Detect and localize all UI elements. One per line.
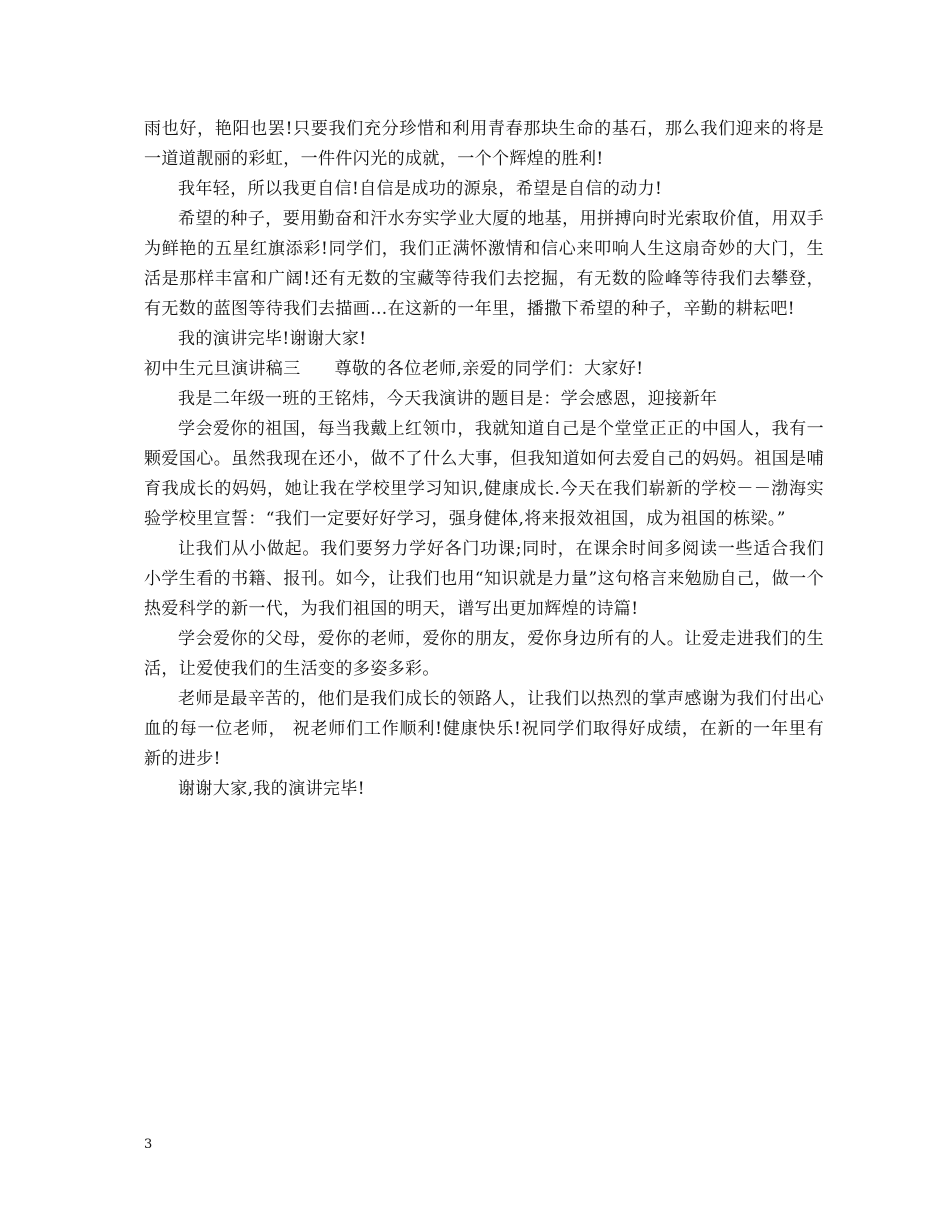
document-body bbox=[144, 114, 824, 804]
paragraph: 学会爱你的祖国，每当我戴上红领巾，我就知道自己是个堂堂正正的中国人，我有一颗爱国心。虽然我现在还小，做不了什么大事，但我知道如何去爱自己的妈妈。祖国是哺育我成长的妈妈，她让我在学校里学习知识,健康成长.今天在我们崭新的学校－－渤海实验学校里宣誓：“我们一定要好好学习，强身健体,将来报效祖国，成为祖国的栋梁。” bbox=[144, 419, 824, 529]
paragraph: 我年轻，所以我更自信!自信是成功的源泉，希望是自信的动力! bbox=[178, 179, 663, 199]
paragraph: 雨也好，艳阳也罢!只要我们充分珍惜和利用青春那块生命的基石，那么我们迎来的将是一道道靓丽的彩虹，一件件闪光的成就，一个个辉煌的胜利! bbox=[144, 119, 824, 169]
section-greeting: 尊敬的各位老师,亲爱的同学们：大家好! bbox=[334, 359, 644, 379]
paragraph: 老师是最辛苦的，他们是我们成长的领路人，让我们以热烈的掌声感谢为我们付出心血的每一位老师， 祝老师们工作顺利!健康快乐!祝同学们取得好成绩，在新的一年里有新的进步! bbox=[144, 689, 824, 769]
section-title: 初中生元旦演讲稿三 bbox=[144, 359, 301, 379]
section-heading bbox=[144, 354, 824, 384]
paragraph: 我的演讲完毕!谢谢大家! bbox=[178, 329, 367, 349]
page-number: 3 bbox=[144, 1137, 153, 1152]
paragraph: 我是二年级一班的王铭炜，今天我演讲的题目是：学会感恩，迎接新年 bbox=[178, 389, 718, 409]
paragraph: 学会爱你的父母，爱你的老师，爱你的朋友，爱你身边所有的人。让爱走进我们的生活，让爱使我们的生活变的多姿多彩。 bbox=[144, 629, 824, 679]
paragraph: 让我们从小做起。我们要努力学好各门功课;同时，在课余时间多阅读一些适合我们小学生看的书籍、报刊。如今，让我们也用“知识就是力量”这句格言来勉励自己，做一个热爱科学的新一代，为我们祖国的明天，谱写出更加辉煌的诗篇! bbox=[144, 539, 824, 619]
paragraph: 谢谢大家,我的演讲完毕! bbox=[178, 779, 366, 799]
paragraph: 希望的种子，要用勤奋和汗水夯实学业大厦的地基，用拼搏向时光索取价值，用双手为鲜艳的五星红旗添彩!同学们，我们正满怀激情和信心来叩响人生这扇奇妙的大门，生活是那样丰富和广阔!还有无数的宝藏等待我们去挖掘，有无数的险峰等待我们去攀登，有无数的蓝图等待我们去描画…在这新的一年里，播撒下希望的种子，辛勤的耕耘吧! bbox=[144, 209, 824, 319]
